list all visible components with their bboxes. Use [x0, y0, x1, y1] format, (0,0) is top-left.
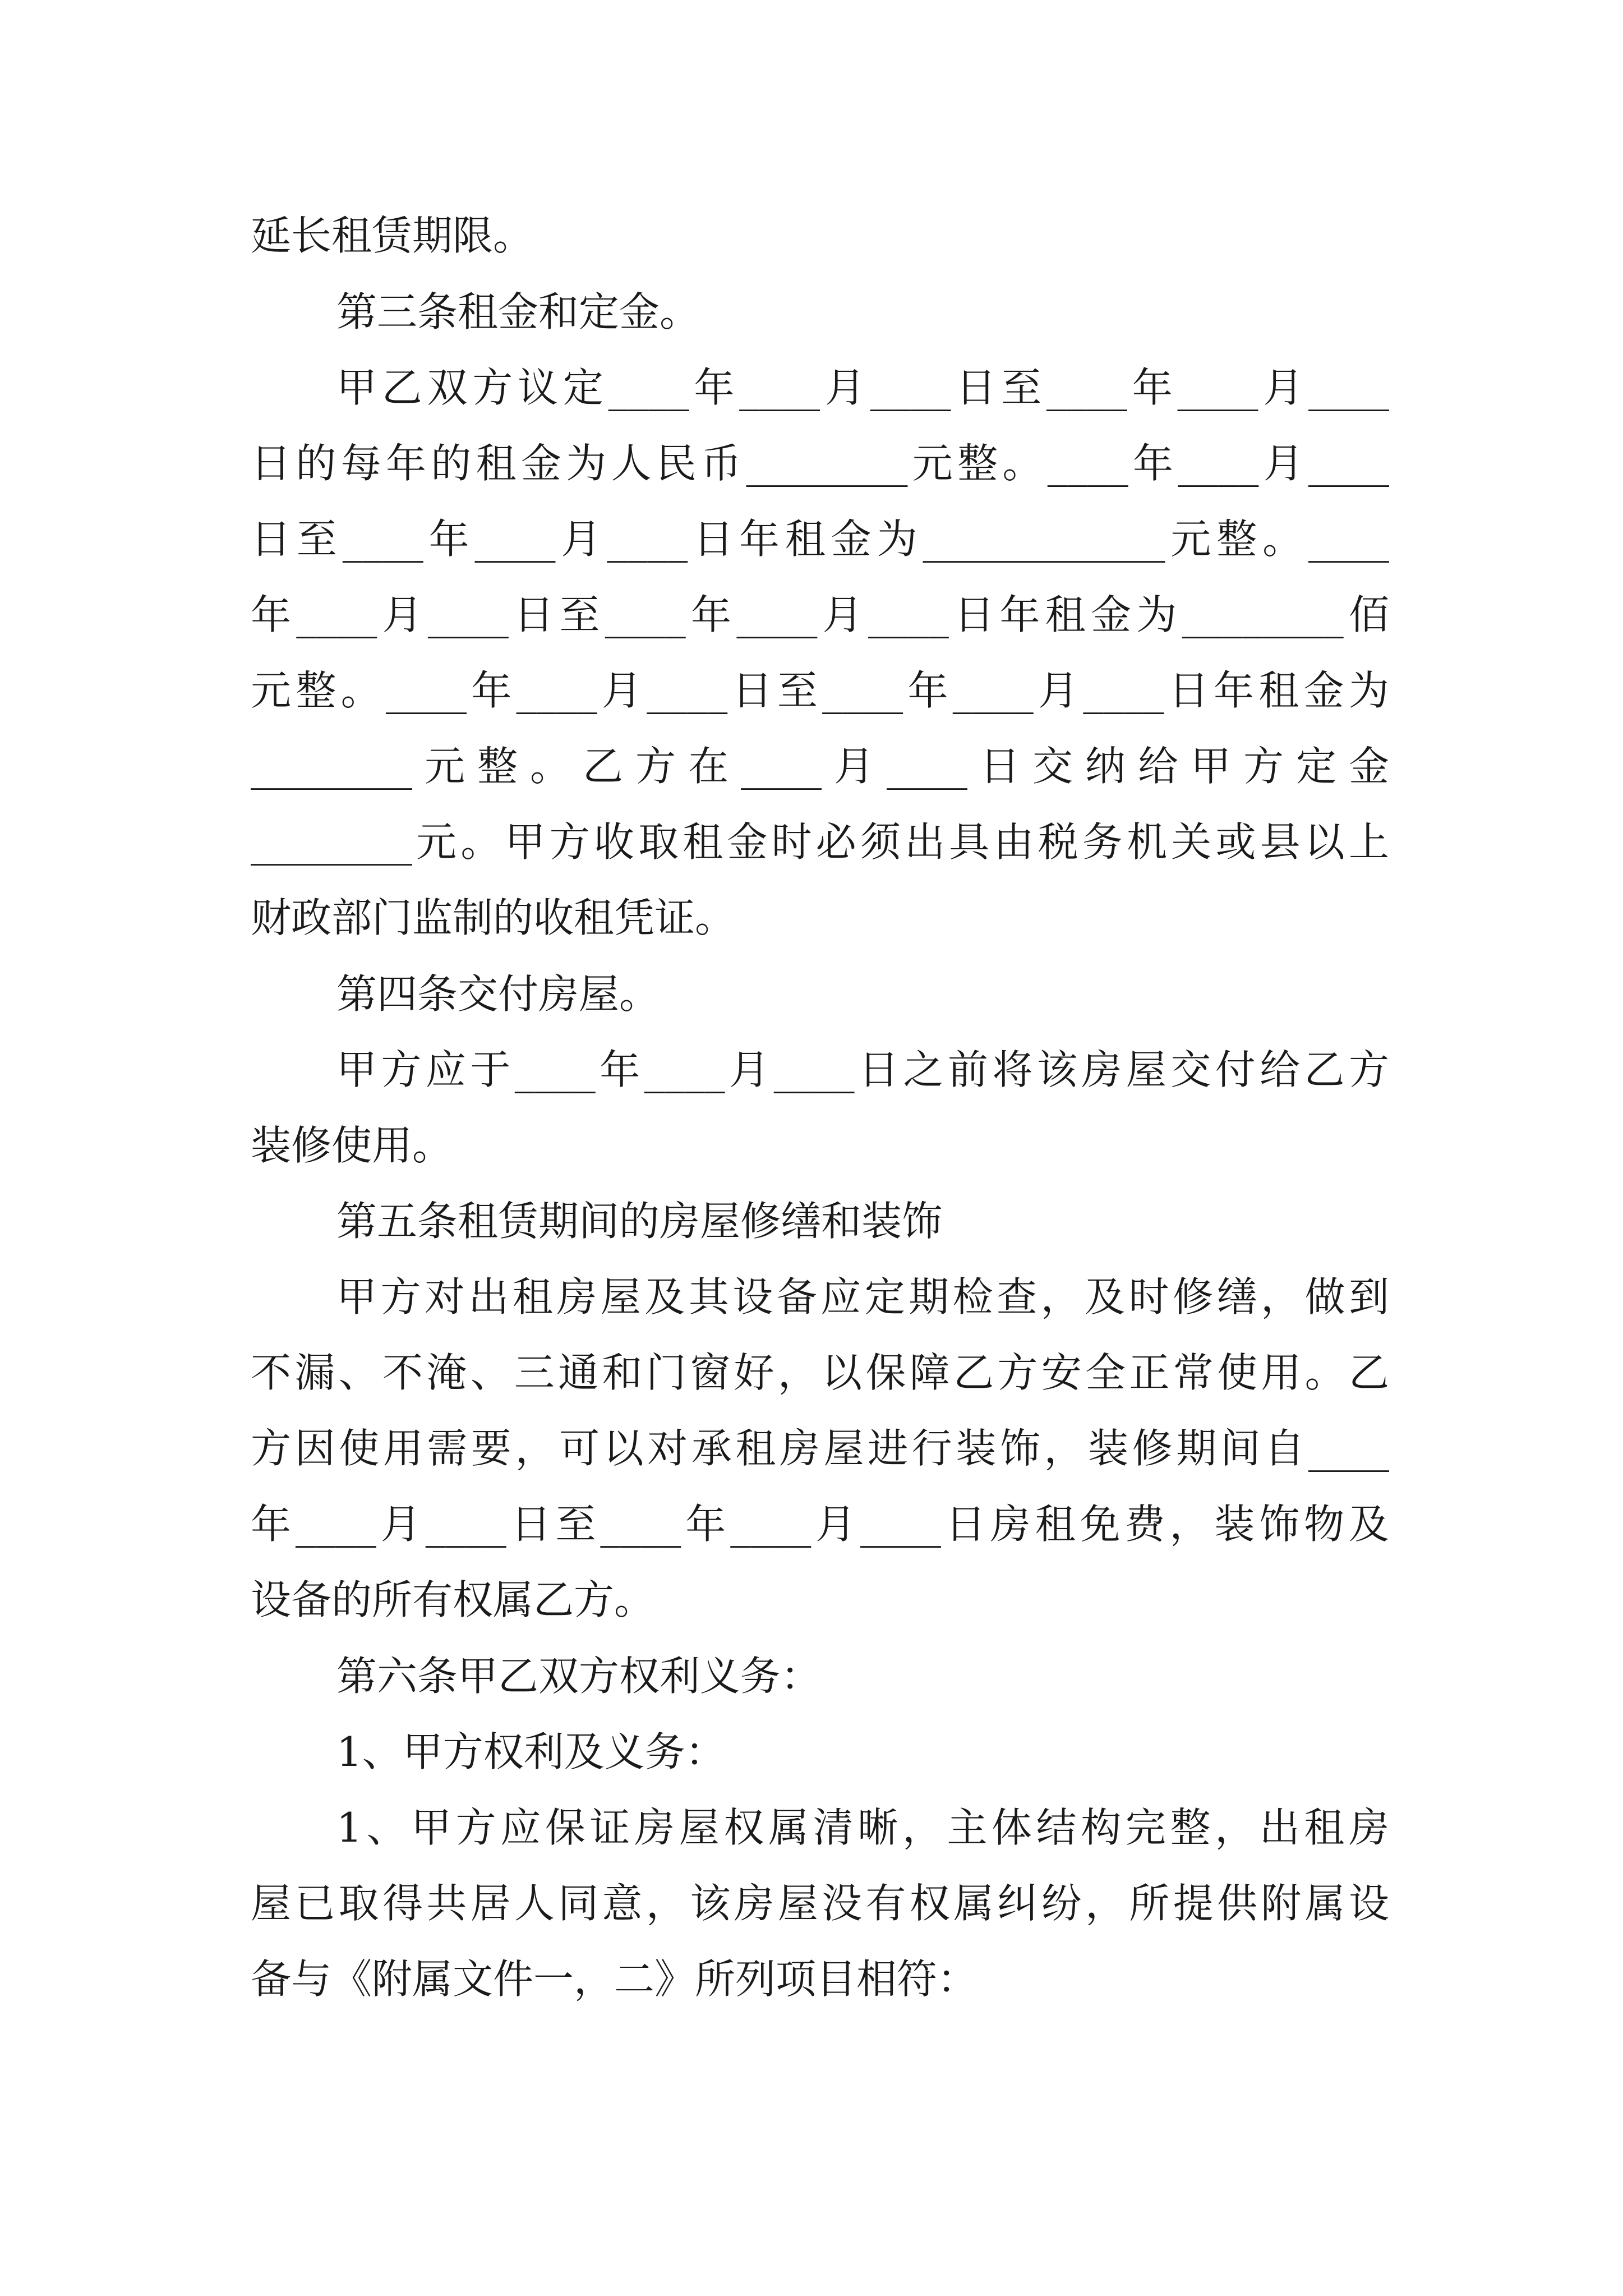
section-heading-handover: 第四条交付房屋。: [336, 970, 660, 1018]
section-heading-repair-decoration: 第五条租赁期间的房屋修缮和装饰: [336, 1198, 943, 1245]
text-line: 财政部门监制的收租凭证。: [251, 894, 736, 941]
text-line: 方因使用需要，可以对承租房屋进行装饰，装修期间自____: [251, 1425, 1389, 1472]
text-line: 日至____年____月____日年租金为____________元整。____: [251, 516, 1389, 563]
section-heading-rent-deposit: 第三条租金和定金。: [336, 288, 700, 335]
text-line: ________元。甲方收取租金时必须出具由税务机关或县以上: [251, 818, 1389, 866]
text-line: 屋已取得共居人同意，该房屋没有权属纠纷，所提供附属设: [251, 1880, 1389, 1927]
text-line: 年____月____日至____年____月____日房租免费，装饰物及: [251, 1501, 1389, 1548]
text-line: 甲乙双方议定____年____月____日至____年____月____: [336, 364, 1389, 411]
text-line: 元整。____年____月____日至____年____月____日年租金为: [251, 667, 1389, 714]
text-line: 设备的所有权属乙方。: [251, 1576, 655, 1623]
text-line: 不漏、不淹、三通和门窗好，以保障乙方安全正常使用。乙: [251, 1349, 1389, 1396]
text-line: 年____月____日至____年____月____日年租金为________佰: [251, 591, 1389, 638]
text-line: 装修使用。: [251, 1122, 453, 1169]
text-line: 备与《附属文件一，二》所列项目相符：: [251, 1955, 978, 2003]
subsection-heading: 1、甲方权利及义务：: [336, 1728, 726, 1775]
text-line: ________元整。乙方在____月____日交纳给甲方定金: [251, 743, 1389, 790]
text-line: 延长租赁期限。: [251, 212, 534, 259]
text-line: 日的每年的租金为人民币________元整。____年____月____: [251, 440, 1389, 487]
text-line: 甲方应于____年____月____日之前将该房屋交付给乙方: [336, 1046, 1389, 1093]
text-line: 甲方对出租房屋及其设备应定期检查，及时修缮，做到: [336, 1273, 1389, 1320]
section-heading-rights-obligations: 第六条甲乙双方权利义务：: [336, 1653, 822, 1700]
text-line: 1、甲方应保证房屋权属清晰，主体结构完整，出租房: [336, 1804, 1389, 1851]
